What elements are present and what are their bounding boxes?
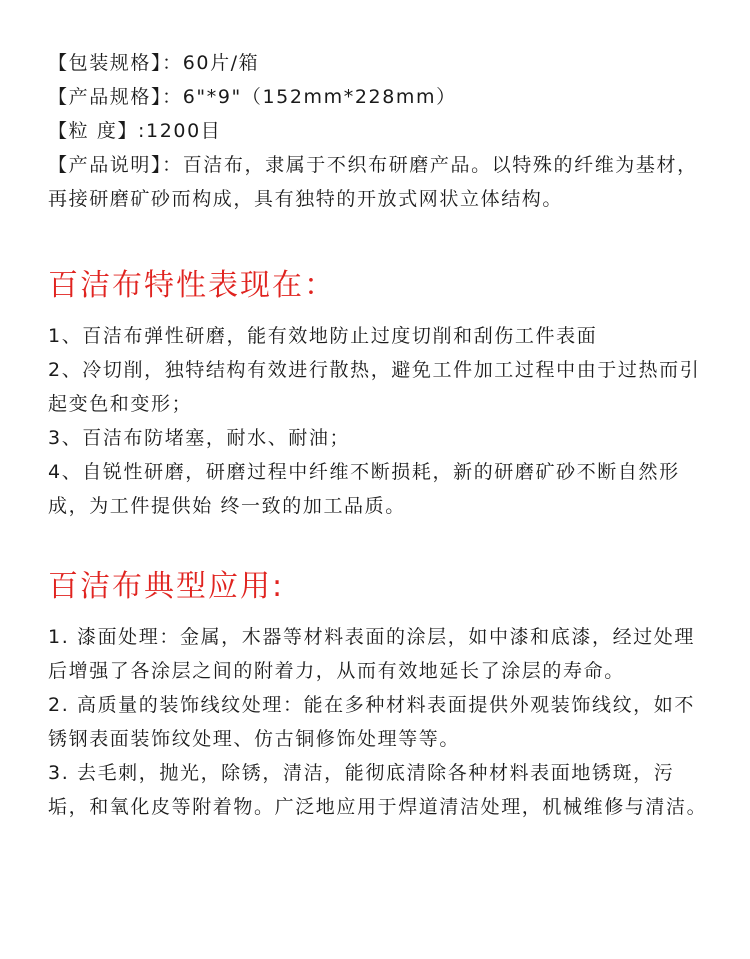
spec-label: 【产品说明】：	[48, 154, 183, 176]
spec-packaging	[48, 46, 708, 80]
spec-value: 百洁布，隶属于不织布研磨产品。以特殊的纤维为基材，再接研磨矿砂而构成，具有独特的开放式网状立体结构。	[48, 154, 698, 210]
feature-item: 1、百洁布弹性研磨，能有效地防止过度切削和刮伤工件表面	[48, 325, 598, 347]
spec-grit	[48, 114, 708, 148]
applications-heading: 百洁布典型应用:	[48, 569, 285, 604]
feature-item: 2、冷切削，独特结构有效进行散热，避免工件加工过程中由于过热而引起变色和变形；	[48, 359, 701, 415]
product-description	[48, 46, 708, 824]
application-item: 1. 漆面处理：金属，木器等材料表面的涂层，如中漆和底漆，经过处理后增强了各涂层之间的附着力，从而有效地延长了涂层的寿命。	[48, 626, 695, 682]
spec-value: 60片/箱	[182, 52, 260, 74]
feature-item: 4、自锐性研磨，研磨过程中纤维不断损耗，新的研磨矿砂不断自然形成，为工件提供始 终一致的加工品质。	[48, 461, 680, 517]
spec-value: 6"*9"（152mm*228mm）	[182, 86, 457, 108]
application-item: 2. 高质量的装饰线纹处理：能在多种材料表面提供外观装饰线纹，如不锈钢表面装饰纹处理、仿古铜修饰处理等等。	[48, 694, 695, 750]
spec-value: :1200目	[138, 120, 222, 142]
spec-label: 【粒 度】	[48, 120, 139, 142]
application-item: 3. 去毛刺，抛光，除锈，清洁，能彻底清除各种材料表面地锈斑，污垢，和氧化皮等附着物。广泛地应用于焊道清洁处理，机械维修与清洁。	[48, 762, 708, 818]
spec-label: 【包装规格】：	[48, 52, 183, 74]
spec-size	[48, 80, 708, 114]
feature-item: 3、百洁布防堵塞，耐水、耐油；	[48, 427, 351, 449]
spec-description	[48, 148, 708, 216]
features-heading: 百洁布特性表现在：	[48, 268, 336, 303]
spec-label: 【产品规格】：	[48, 86, 183, 108]
